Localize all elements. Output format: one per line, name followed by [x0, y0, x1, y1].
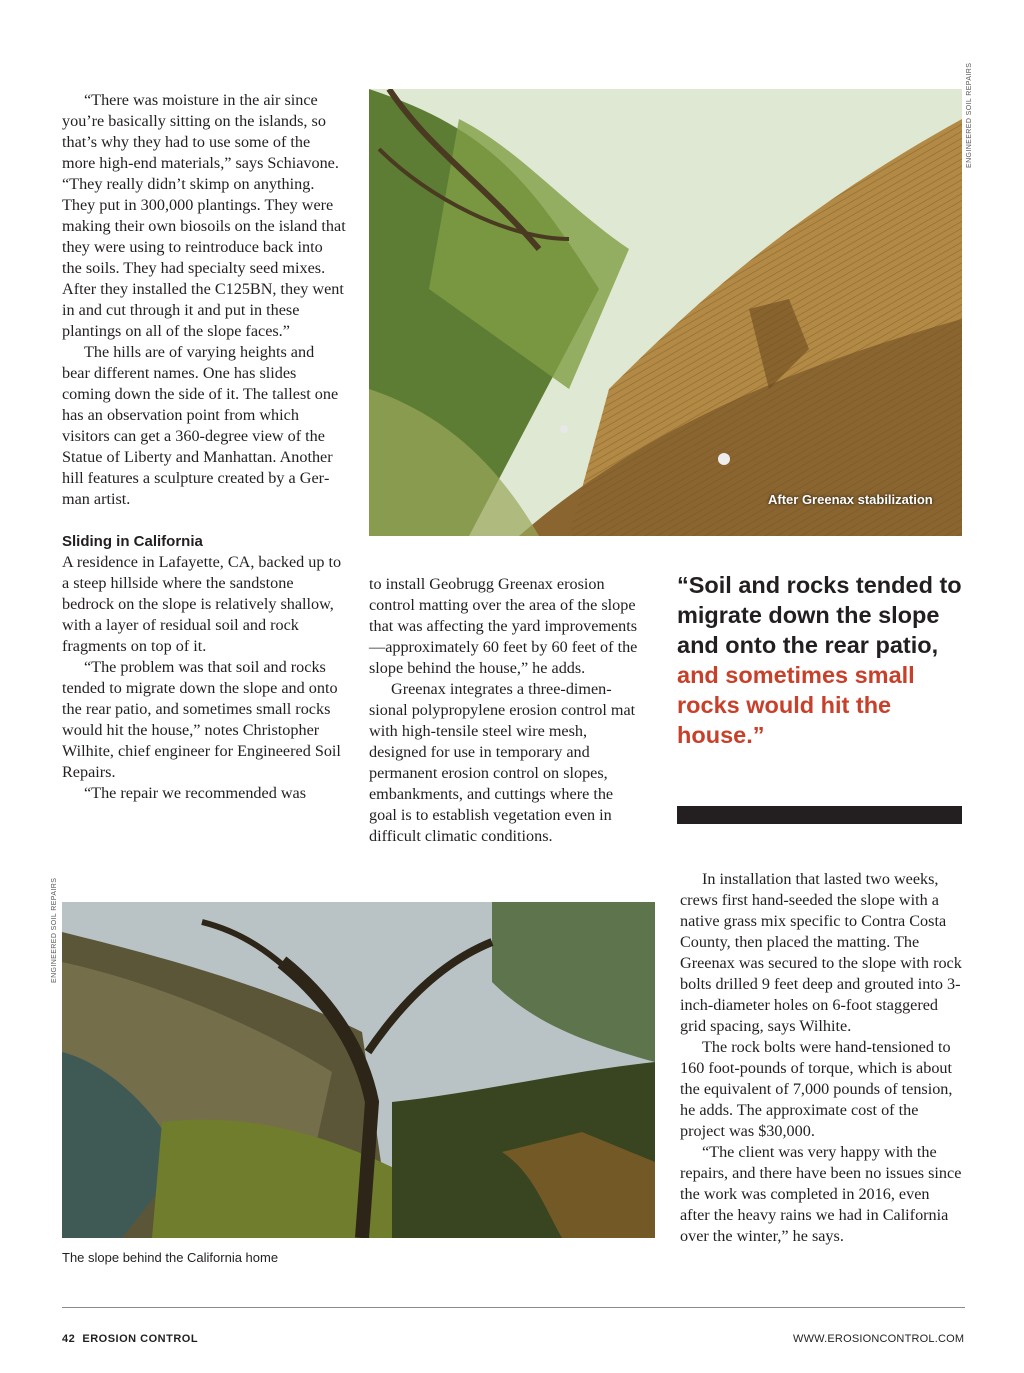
- photo-greenax-slope: [369, 89, 962, 536]
- paragraph: A residence in Lafayette, CA, backed up to a steep hillside where the sandstone bedrock on the slope is relatively shallow, with a layer of residual soil and rock fragments on top of it.: [62, 553, 342, 655]
- pull-quote-accent: and sometimes small rocks would hit the house.”: [677, 662, 915, 748]
- paragraph: In installation that lasted two weeks, crews first hand-seeded the slope with a native grass mix specific to Contra Costa County, then placed the matting. The Greenax was secured to the slope with rock bolts drilled 9 feet deep and grouted into 3-inch-diameter holes on 6-foot staggered grid spacing, says Wilhite.: [680, 870, 962, 1035]
- photo-credit: ENGINEERED SOIL REPAIRS: [51, 877, 58, 983]
- paragraph: “The problem was that soil and rocks tended to migrate down the slope and onto the rear patio, and sometimes small rocks would hit the house,” notes Christopher Wilhite, chief engineer for Engineered Soil Repairs.: [62, 658, 341, 781]
- pull-quote-main: “Soil and rocks tended to migrate down the slope and onto the rear patio,: [677, 572, 962, 658]
- section-heading: Sliding in California: [62, 533, 203, 550]
- article-column-3: [680, 869, 963, 1247]
- footer-url: WWW.EROSIONCONTROL.COM: [793, 1333, 965, 1345]
- footer-rule: [62, 1307, 965, 1308]
- page-number: 42: [62, 1333, 76, 1345]
- paragraph: to install Geobrugg Greenax erosion control matting over the area of the slope that was affecting the yard improvements—approximately 60 feet by 60 feet of the slope behind the house,” he adds.: [369, 575, 638, 677]
- footer-folio: [62, 1333, 198, 1345]
- photo-california-slope: [62, 902, 655, 1238]
- photo-credit: ENGINEERED SOIL REPAIRS: [966, 62, 973, 168]
- photo-illustration: [62, 902, 655, 1238]
- article-column-1: [62, 90, 346, 804]
- photo-illustration: [369, 89, 962, 536]
- photo-caption-overlay: After Greenax stabilization: [768, 492, 933, 507]
- paragraph: Greenax integrates a three-dimensional polypropylene erosion control mat with high-tensile steel wire mesh, designed for use in temporary and permanent erosion control on slopes, embankments, and cuttings where the goal is to establish vegetation even in difficult climatic conditions.: [369, 680, 636, 845]
- photo-caption: The slope behind the California home: [62, 1250, 279, 1265]
- paragraph: The rock bolts were hand-tensioned to 160 foot-pounds of torque, which is about the equivalent of 7,000 pounds of tension, he adds. The approximate cost of the project was $30,000.: [680, 1038, 953, 1140]
- paragraph: “There was moisture in the air since you’re basically sitting on the islands, so that’s why they had to use some of the more high-end materials,” says Schiavone. “They really didn’t skimp on anything. They put in 300,000 plantings. They were making their own biosoils on the island that they were using to reintroduce back into the soils. They had specialty seed mixes. After they installed the C125BN, they went in and cut through it and put in these plantings on all of the slope faces.”: [62, 91, 346, 340]
- article-column-2: [369, 574, 643, 847]
- pull-quote: [677, 570, 967, 750]
- pull-quote-divider: [677, 806, 962, 824]
- paragraph: “The repair we recommended was: [84, 784, 307, 802]
- paragraph: The hills are of varying heights and bear different names. One has slides coming down the side of it. The tallest one has an observation point from which visitors can get a 360-degree view of the Statue of Liberty and Manhattan. Another hill features a sculpture created by a German artist.: [62, 343, 339, 508]
- paragraph: “The client was very happy with the repairs, and there have been no issues since the work was completed in 2016, even after the heavy rains we had in California over the winter,” he says.: [680, 1143, 962, 1245]
- publication-name: EROSION CONTROL: [82, 1333, 199, 1345]
